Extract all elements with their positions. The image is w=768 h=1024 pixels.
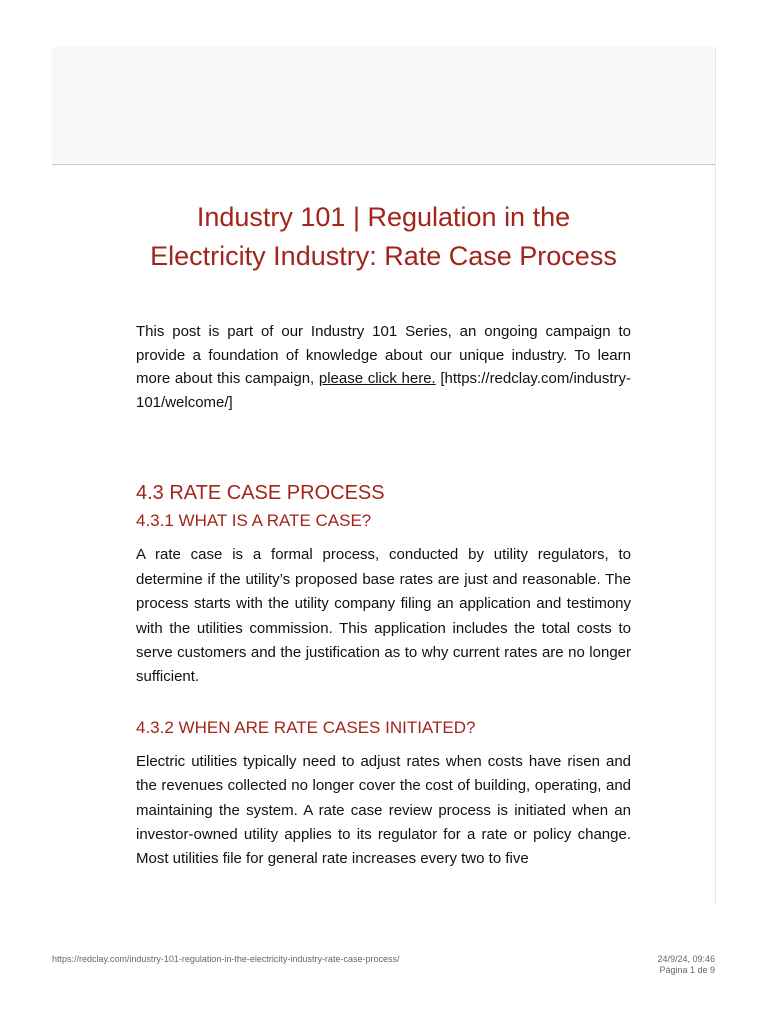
article-body — [136, 198, 631, 872]
footer-meta — [657, 954, 715, 976]
right-edge-divider — [715, 47, 716, 905]
page-header-band — [52, 47, 716, 165]
subsection-heading-what-is: 4.3.1 WHAT IS A RATE CASE? — [136, 511, 372, 531]
intro-text: This post is part of our Industry 101 Series, an ongoing campaign to provide a foundation of knowledge about our unique industry. To learn more about this campaign, — [136, 323, 631, 388]
footer-url: https://redclay.com/industry-101-regulation-in-the-electricity-industry-rate-case-process/ — [52, 954, 400, 964]
article-title: Industry 101 | Regulation in the Electricity Industry: Rate Case Process — [150, 202, 617, 271]
intro-paragraph — [136, 320, 631, 414]
footer-datetime: 24/9/24, 09:46 — [657, 954, 715, 964]
campaign-link[interactable]: please click here. — [318, 370, 436, 388]
subsection-heading-when-initiated: 4.3.2 WHEN ARE RATE CASES INITIATED? — [136, 717, 476, 737]
subsection-body-what-is: A rate case is a formal process, conducted by utility regulators, to determine if the utility’s proposed base rates are just and reasonable. The process starts with the utility company filing an application and testimony with the utilities commission. This application includes the total costs to serve customers and the justification as to why current rates are no longer sufficient. — [136, 546, 631, 686]
section-heading: 4.3 RATE CASE PROCESS — [136, 482, 385, 505]
campaign-url: [https://redclay.com/industry-101/welcome/] — [136, 370, 631, 411]
subsection-body-when-initiated: Electric utilities typically need to adjust rates when costs have risen and the revenues collected no longer cover the cost of building, operating, and maintaining the system. A rate case review process is initiated when an investor-owned utility applies to its regulator for a rate or policy change. Most utilities file for general rate increases every two to five — [136, 752, 631, 868]
footer-page-number: Página 1 de 9 — [659, 965, 715, 975]
